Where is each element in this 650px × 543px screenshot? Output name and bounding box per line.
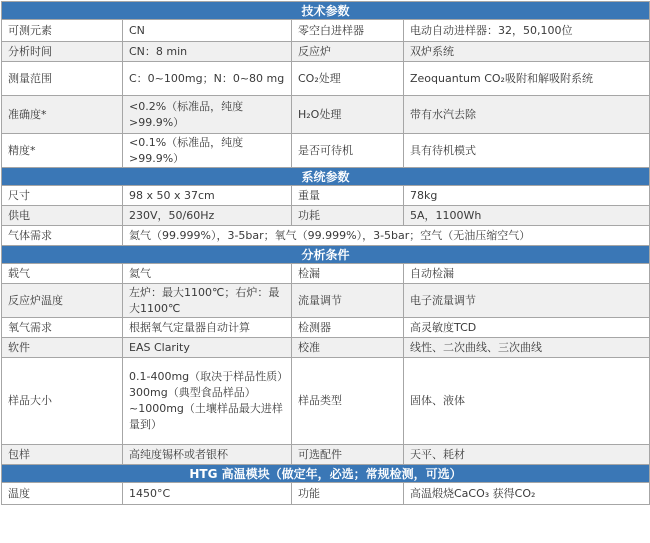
cell-label: 供电 — [2, 206, 123, 226]
table-row — [2, 134, 650, 168]
cell-value: 左炉：最大1100℃；右炉：最大1100℃ — [123, 284, 292, 318]
table-row — [2, 186, 650, 206]
cell-value: 电子流量调节 — [404, 284, 650, 318]
cell-label: 检漏 — [292, 264, 404, 284]
cell-value: 氦气（99.999%），3-5bar；氧气（99.999%），3-5bar；空气（无油压缩空气） — [123, 226, 650, 246]
cell-label: 检测器 — [292, 318, 404, 338]
cell-value: Zeoquantum CO₂吸附和解吸附系统 — [404, 62, 650, 96]
cell-value: 根据氧气定量器自动计算 — [123, 318, 292, 338]
section-header-analysis — [2, 246, 650, 264]
cell-label: CO₂处理 — [292, 62, 404, 96]
cell-value: 高温煅烧CaCO₃ 获得CO₂ — [404, 483, 650, 505]
cell-label: 零空白进样器 — [292, 20, 404, 42]
cell-value: CN：8 min — [123, 42, 292, 62]
table-row — [2, 264, 650, 284]
cell-value: 具有待机模式 — [404, 134, 650, 168]
table-row — [2, 358, 650, 445]
cell-label: 测量范围 — [2, 62, 123, 96]
cell-label: 可选配件 — [292, 445, 404, 465]
cell-value: 固体、液体 — [404, 358, 650, 445]
cell-label: 准确度* — [2, 96, 123, 134]
cell-label: 尺寸 — [2, 186, 123, 206]
cell-value: 带有水汽去除 — [404, 96, 650, 134]
section-title: 分析条件 — [2, 246, 650, 264]
table-row — [2, 20, 650, 42]
cell-label: H₂O处理 — [292, 96, 404, 134]
cell-label: 精度* — [2, 134, 123, 168]
table-row — [2, 42, 650, 62]
section-title: 系统参数 — [2, 168, 650, 186]
cell-value: 电动自动进样器：32，50,100位 — [404, 20, 650, 42]
table-row — [2, 483, 650, 505]
cell-label: 软件 — [2, 338, 123, 358]
cell-label: 重量 — [292, 186, 404, 206]
table-row — [2, 96, 650, 134]
cell-value: 高灵敏度TCD — [404, 318, 650, 338]
cell-value: 5A，1100Wh — [404, 206, 650, 226]
cell-value: 高纯度锡杯或者银杯 — [123, 445, 292, 465]
cell-label: 可测元素 — [2, 20, 123, 42]
table-row — [2, 62, 650, 96]
table-row — [2, 318, 650, 338]
cell-value: 1450°C — [123, 483, 292, 505]
table-row — [2, 226, 650, 246]
cell-label: 校准 — [292, 338, 404, 358]
cell-value: 氦气 — [123, 264, 292, 284]
cell-label: 载气 — [2, 264, 123, 284]
cell-label: 温度 — [2, 483, 123, 505]
section-title: 技术参数 — [2, 2, 650, 20]
cell-value: 自动检漏 — [404, 264, 650, 284]
cell-value: 天平、耗材 — [404, 445, 650, 465]
cell-label: 反应炉温度 — [2, 284, 123, 318]
cell-label: 气体需求 — [2, 226, 123, 246]
cell-label: 氧气需求 — [2, 318, 123, 338]
cell-value: 230V，50/60Hz — [123, 206, 292, 226]
sample-size-line: 0.1-400mg（取决于样品性质） — [129, 370, 289, 383]
cell-label: 分析时间 — [2, 42, 123, 62]
cell-value: 78kg — [404, 186, 650, 206]
section-title: HTG 高温模块（做定年，必选；常规检测，可选） — [2, 465, 650, 483]
cell-label: 流量调节 — [292, 284, 404, 318]
cell-label: 功能 — [292, 483, 404, 505]
cell-label: 样品类型 — [292, 358, 404, 445]
section-header-htg — [2, 465, 650, 483]
cell-value — [123, 358, 292, 445]
section-header-tech — [2, 2, 650, 20]
cell-value: CN — [123, 20, 292, 42]
cell-label: 功耗 — [292, 206, 404, 226]
cell-label: 是否可待机 — [292, 134, 404, 168]
sample-size-line: 300mg（典型食品样品）~1000mg（土壤样品最大进样量到） — [129, 386, 283, 431]
cell-label: 反应炉 — [292, 42, 404, 62]
cell-label: 包样 — [2, 445, 123, 465]
cell-value: 线性、二次曲线、三次曲线 — [404, 338, 650, 358]
cell-value: <0.2%（标准品，纯度>99.9%） — [123, 96, 292, 134]
cell-value: <0.1%（标准品，纯度>99.9%） — [123, 134, 292, 168]
cell-value: 98 x 50 x 37cm — [123, 186, 292, 206]
table-row — [2, 284, 650, 318]
spec-table — [1, 1, 650, 505]
table-row — [2, 445, 650, 465]
table-row — [2, 206, 650, 226]
section-header-system — [2, 168, 650, 186]
cell-label: 样品大小 — [2, 358, 123, 445]
cell-value: 双炉系统 — [404, 42, 650, 62]
cell-value: C：0~100mg；N：0~80 mg — [123, 62, 292, 96]
cell-value: EAS Clarity — [123, 338, 292, 358]
table-row — [2, 338, 650, 358]
